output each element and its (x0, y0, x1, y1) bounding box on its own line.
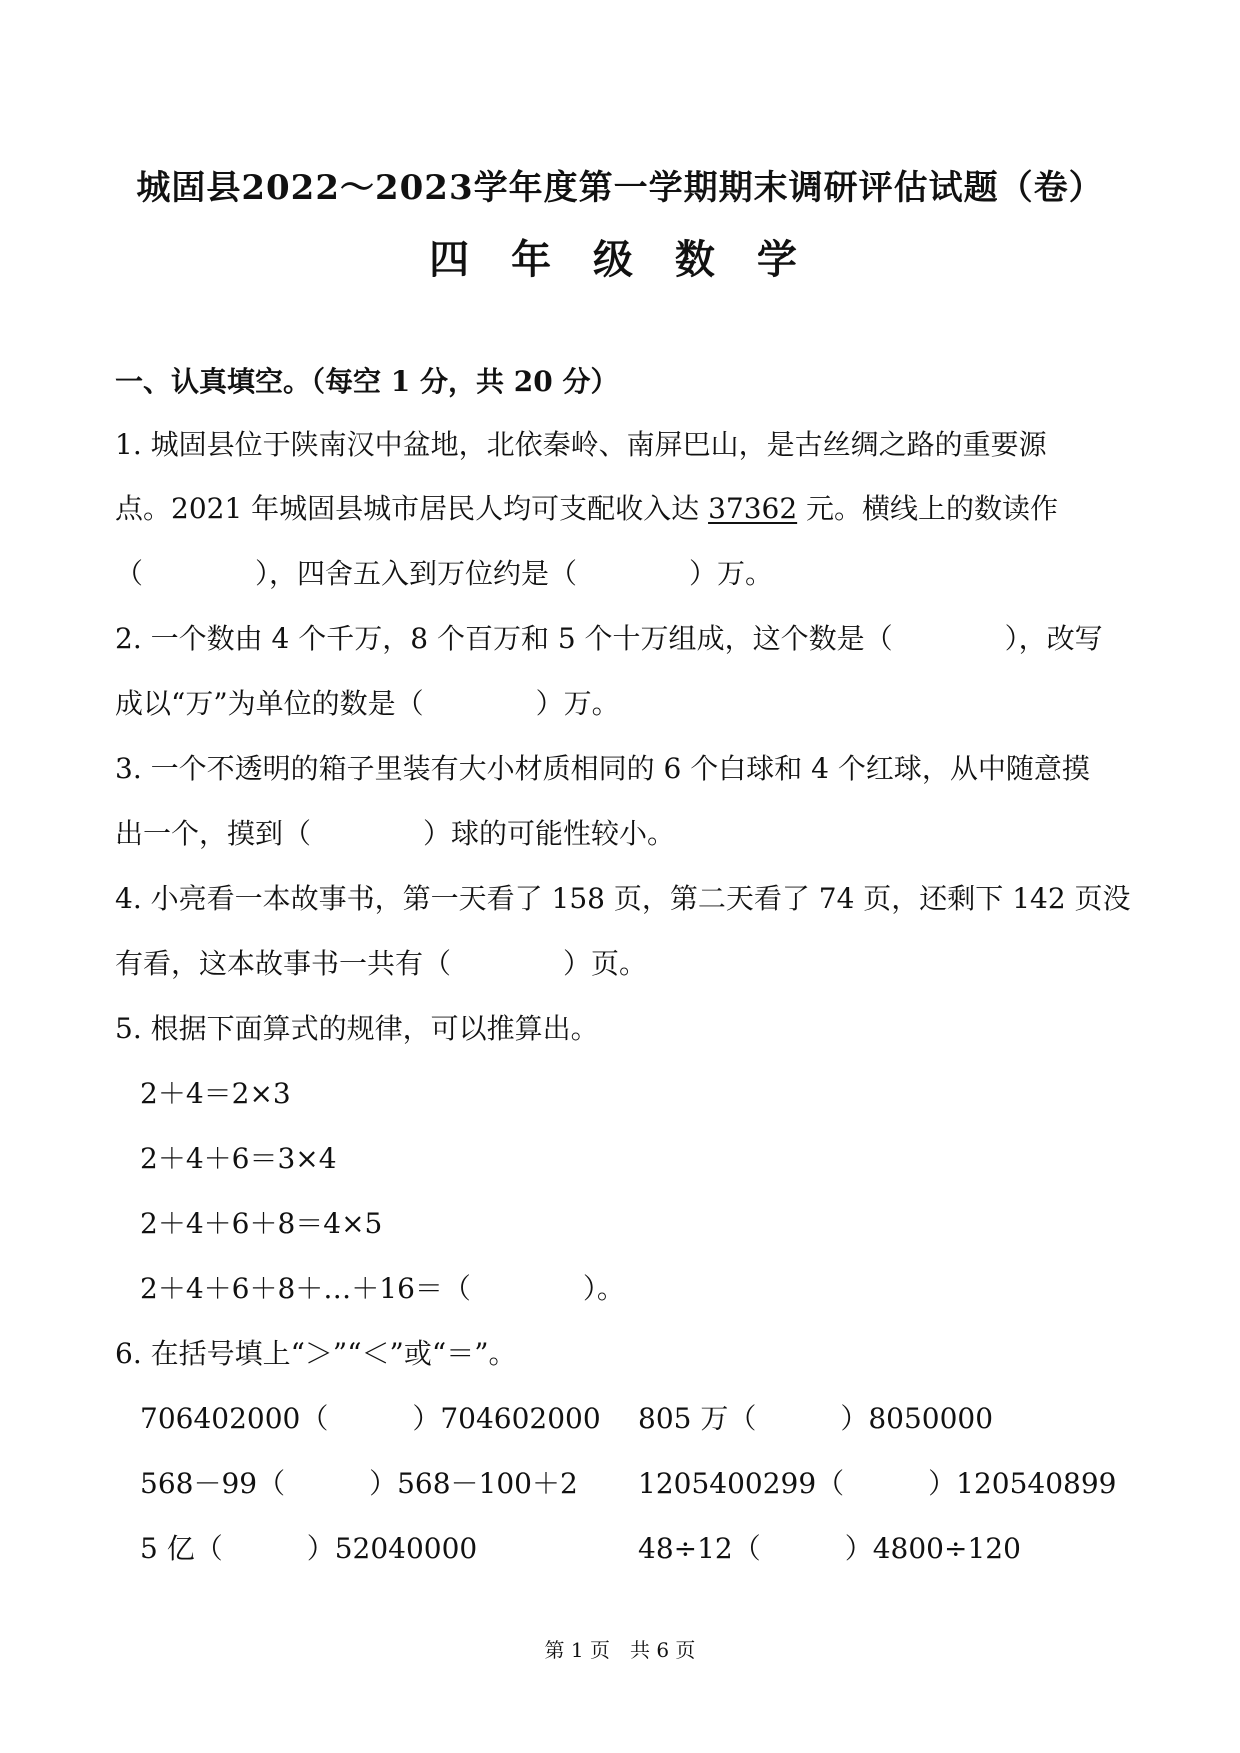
q2-line2: 成以“万”为单位的数是（ ）万。 (115, 687, 620, 720)
exam-subtitle: 四 年 级 数 学 (429, 236, 811, 283)
q6-comparison: 568－99（ ）568－100＋2 (140, 1467, 578, 1500)
q2-line1: 2. 一个数由 4 个千万，8 个百万和 5 个十万组成，这个数是（ ），改写 (115, 622, 1103, 655)
q5-equation-4: 2＋4＋6＋8＋…＋16＝（ ）。 (140, 1272, 625, 1305)
q6-line1: 6. 在括号填上“＞”“＜”或“＝”。 (115, 1337, 517, 1370)
q1-line3: （ ），四舍五入到万位约是（ ）万。 (115, 557, 774, 590)
q1-line1: 1. 城固县位于陕南汉中盆地，北依秦岭、南屏巴山，是古丝绸之路的重要源 (115, 428, 1047, 461)
q1-line2-after: 元。横线上的数读作 (797, 492, 1059, 525)
q5-line1: 5. 根据下面算式的规律，可以推算出。 (115, 1012, 599, 1045)
q4-line1: 4. 小亮看一本故事书，第一天看了 158 页，第二天看了 74 页，还剩下 142 页没 (115, 882, 1131, 915)
q1-line2 (115, 487, 1058, 527)
q6-comparison: 706402000（ ）704602000 (140, 1402, 601, 1435)
page-footer: 第 1 页 共 6 页 (544, 1638, 696, 1662)
q6-comparison: 805 万（ ）8050000 (638, 1402, 994, 1435)
q1-underlined-number: 37362 (708, 492, 798, 525)
q3-line1: 3. 一个不透明的箱子里装有大小材质相同的 6 个白球和 4 个红球，从中随意摸 (115, 752, 1090, 785)
q3-line2: 出一个，摸到（ ）球的可能性较小。 (115, 817, 676, 850)
q5-equation-2: 2＋4＋6＝3×4 (140, 1142, 337, 1175)
q6-comparison: 5 亿（ ）52040000 (140, 1532, 478, 1565)
q4-line2: 有看，这本故事书一共有（ ）页。 (115, 947, 648, 980)
q6-comparison: 48÷12（ ）4800÷120 (638, 1532, 1021, 1565)
q5-equation-1: 2＋4＝2×3 (140, 1077, 291, 1110)
q1-line2-before: 点。2021 年城固县城市居民人均可支配收入达 (115, 492, 709, 525)
q5-equation-3: 2＋4＋6＋8＝4×5 (140, 1207, 383, 1240)
q6-comparison: 1205400299（ ）120540899 (638, 1467, 1117, 1500)
section-heading: 一、认真填空。（每空 1 分，共 20 分） (115, 365, 619, 398)
exam-title: 城固县2022～2023学年度第一学期期末调研评估试题（卷） (136, 168, 1104, 208)
